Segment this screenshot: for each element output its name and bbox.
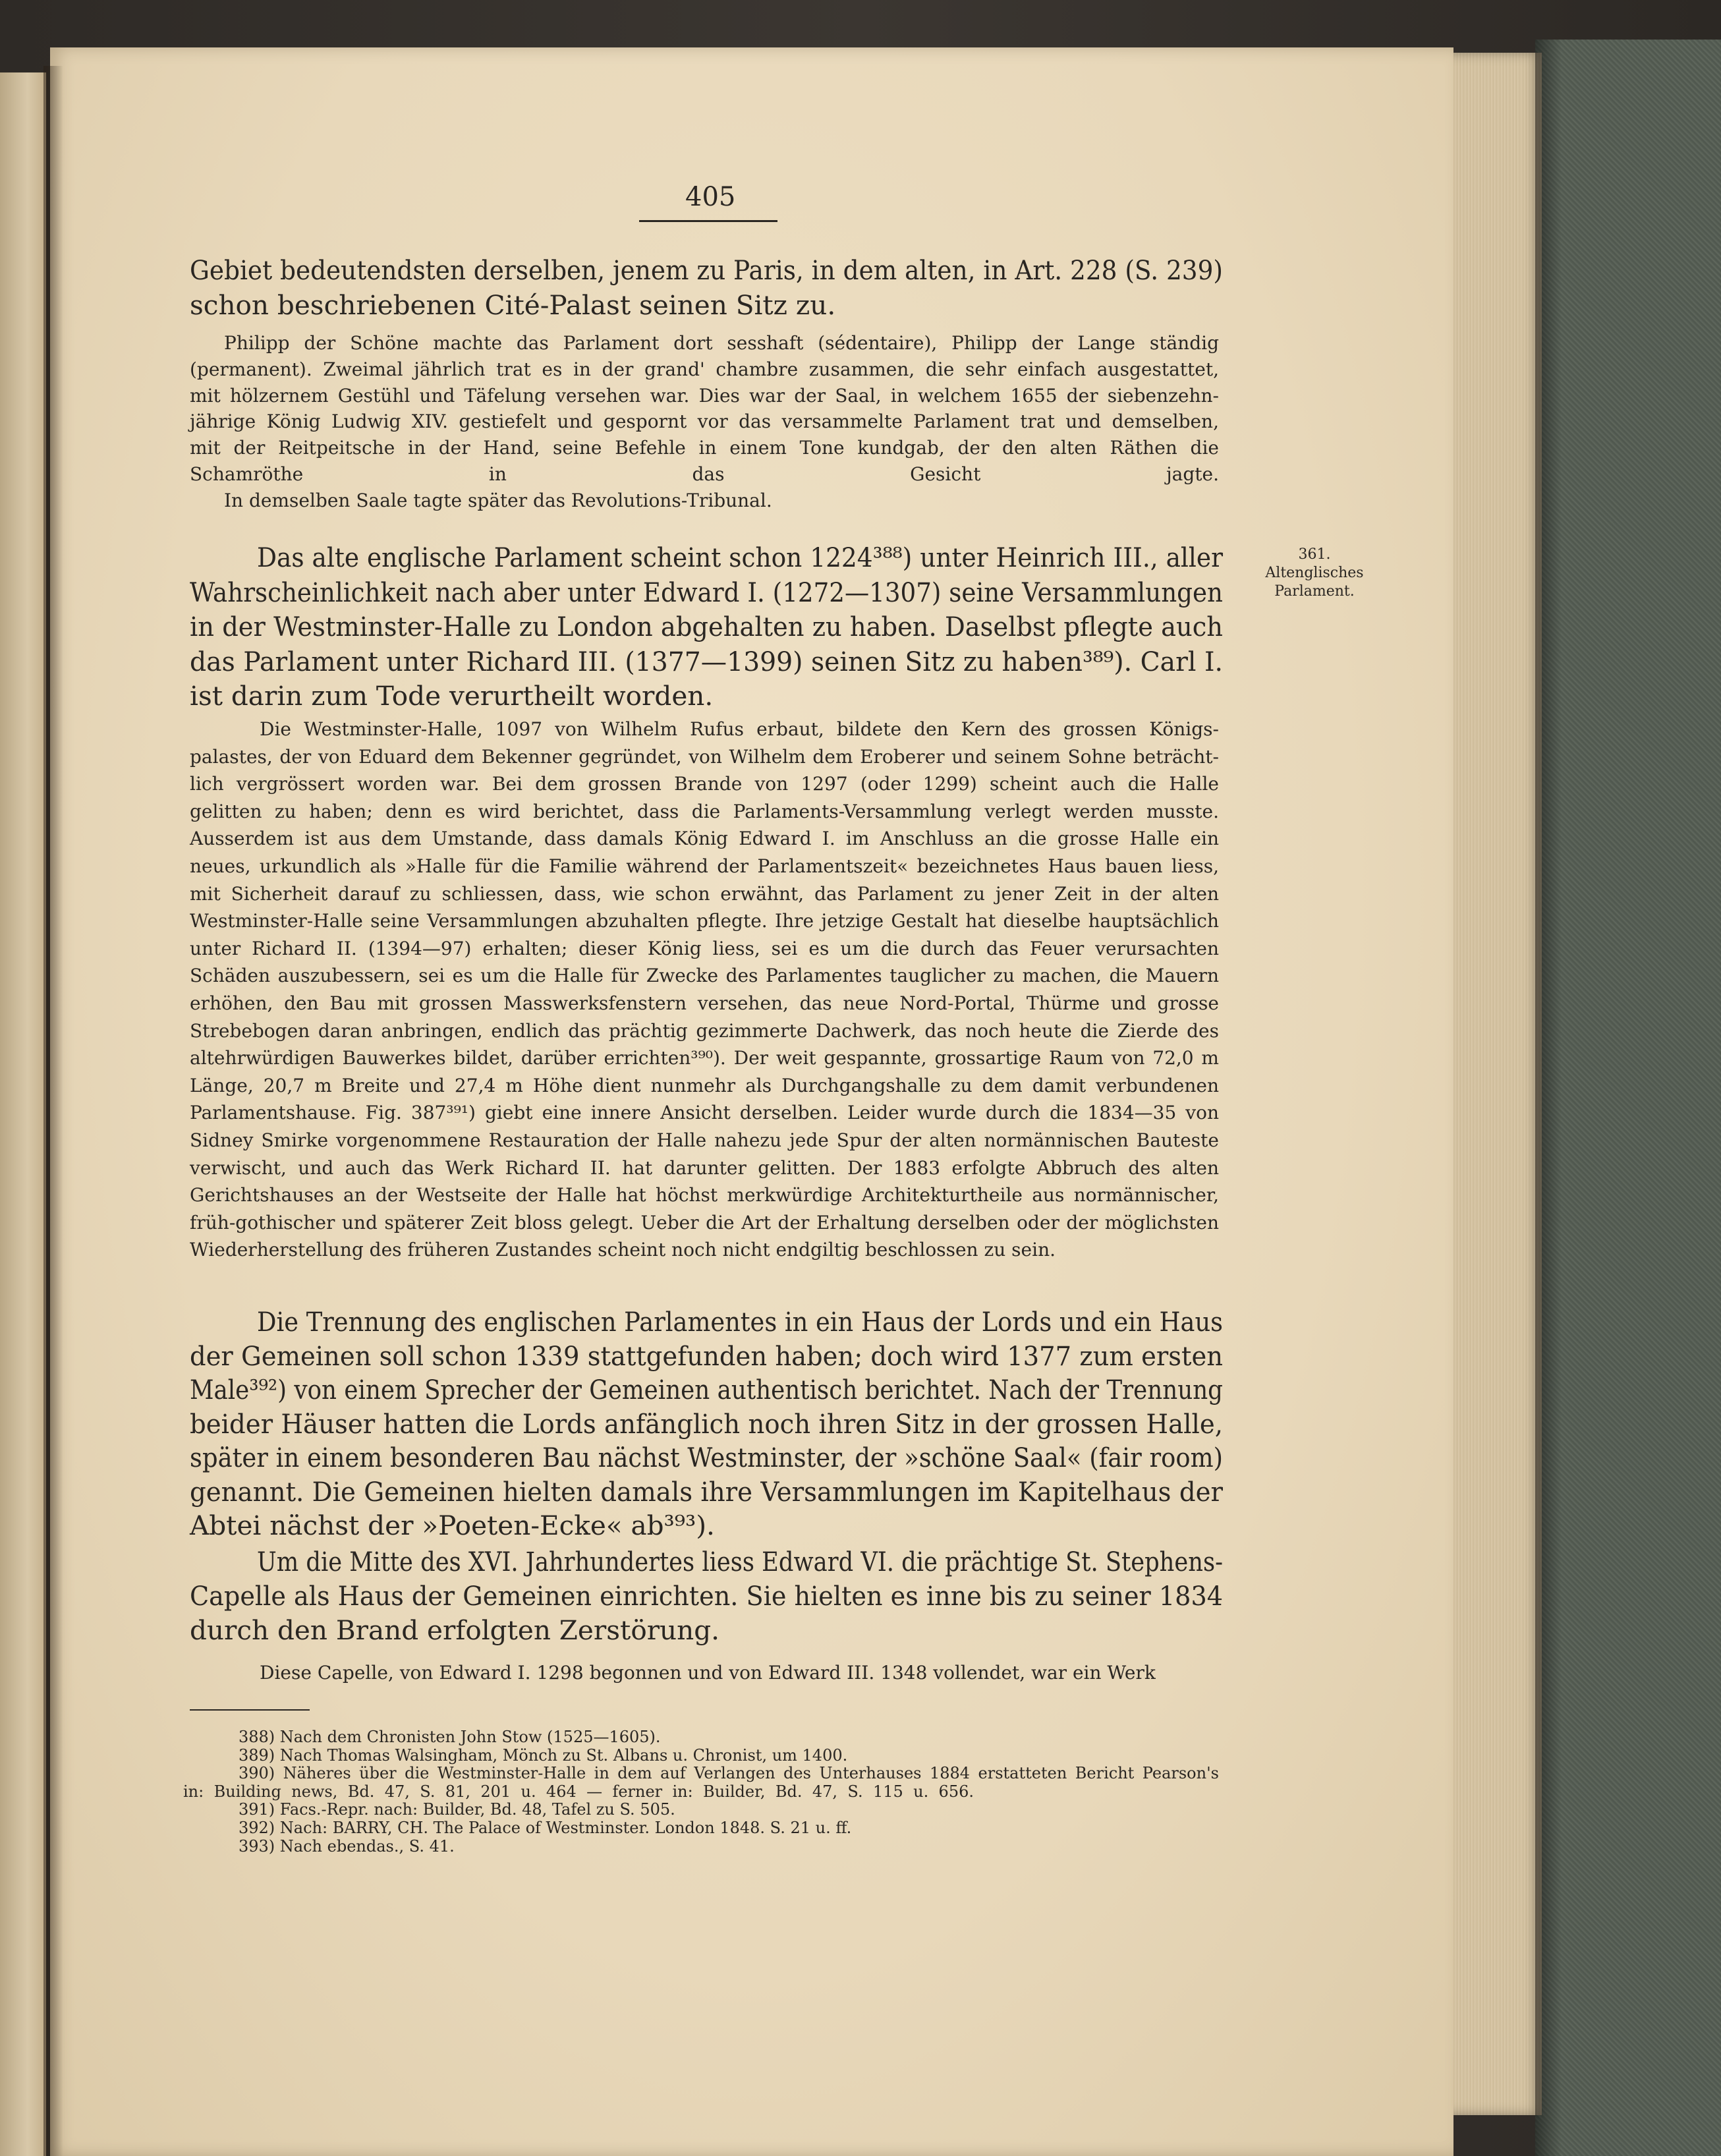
footnote: 388) Nach dem Chronisten John Stow (1525—1605). xyxy=(239,1728,661,1746)
small-text-line: Schäden auszubessern, sei es um die Halle für Zwecke des Parlamentes tauglicher zu machen, die Mauern xyxy=(190,965,1219,987)
footnote: 391) Facs.-Repr. nach: Builder, Bd. 48, Tafel zu S. 505. xyxy=(239,1800,675,1819)
small-text-line: mit hölzernem Gestühl und Täfelung versehen war. Dies war der Saal, in welchem 1655 der siebenzehn- xyxy=(190,384,1219,407)
footnote: 393) Nach ebendas., S. 41. xyxy=(239,1836,455,1856)
footnote: in: Building news, Bd. 47, S. 81, 201 u. 464 — ferner in: Builder, Bd. 47, S. 115 u. 656. xyxy=(183,1782,974,1801)
book-cover xyxy=(1535,40,1721,2156)
footnote: 389) Nach Thomas Walsingham, Mönch zu St. Albans u. Chronist, um 1400. xyxy=(239,1745,848,1765)
body-text-line: durch den Brand erfolgten Zerstörung. xyxy=(190,1614,720,1646)
small-text-line: Gerichtshauses an der Westseite der Halle hat höchst merkwürdige Architekturtheile aus normännischer, xyxy=(190,1184,1219,1206)
small-text-line: gelitten zu haben; denn es wird berichtet, dass die Parlaments-Versammlung verlegt werden musste. xyxy=(190,800,1219,822)
body-text-line: später in einem besonderen Bau nächst Westminster, der »schöne Saal« (fair room) xyxy=(190,1442,1223,1473)
margin-note-number: 361. xyxy=(1298,546,1331,563)
small-text-line: Philipp der Schöne machte das Parlament dort sesshaft (sédentaire), Philipp der Lange ständig xyxy=(224,332,1219,354)
body-text-line: Um die Mitte des XVI. Jahrhundertes liess Edward VI. die prächtige St. Stephens- xyxy=(257,1546,1223,1577)
small-text-line: Parlamentshause. Fig. 387³⁹¹) giebt eine innere Ansicht derselben. Leider wurde durch die 1834—35 von xyxy=(190,1102,1219,1124)
small-text-line: Diese Capelle, von Edward I. 1298 begonnen und von Edward III. 1348 vollendet, war ein Werk xyxy=(260,1662,1156,1684)
margin-note-title: Altenglisches xyxy=(1265,565,1364,581)
small-text-line: Strebebogen daran anbringen, endlich das prächtig gezimmerte Dachwerk, das noch heute die Zierde des xyxy=(190,1019,1219,1042)
small-text-line: Ausserdem ist aus dem Umstande, dass damals König Edward I. im Anschluss an die grosse Halle ein xyxy=(190,828,1219,850)
small-text-line: (permanent). Zweimal jährlich trat es in der grand' chambre zusammen, die sehr einfach ausgestattet, xyxy=(190,358,1219,380)
small-text-line: Die Westminster-Halle, 1097 von Wilhelm Rufus erbaut, bildete den Kern des grossen Königs- xyxy=(260,718,1219,740)
footnote: 392) Nach: BARRY, CH. The Palace of Westminster. London 1848. S. 21 u. ff. xyxy=(239,1819,852,1837)
body-text-line: Das alte englische Parlament scheint schon 1224³⁸⁸) unter Heinrich III., aller xyxy=(257,542,1223,573)
margin-note-title: Parlament. xyxy=(1274,583,1355,600)
body-text-line: schon beschriebenen Cité-Palast seinen Sitz zu. xyxy=(190,289,836,321)
small-text-line: neues, urkundlich als »Halle für die Familie während der Parlamentszeit« bezeichnetes Haus bauen liess, xyxy=(190,855,1219,877)
small-text-line: altehrwürdigen Bauwerkes bildet, darüber errichten³⁹⁰). Der weit gespannte, grossartige Raum von 72,0 m xyxy=(190,1047,1219,1069)
body-text-line: Gebiet bedeutendsten derselben, jenem zu Paris, in dem alten, in Art. 228 (S. 239) xyxy=(190,254,1223,286)
gutter-shadow xyxy=(43,66,63,2156)
small-text-line: jährige König Ludwig XIV. gestiefelt und gespornt vor das versammelte Parlament trat und demselben, xyxy=(190,411,1219,433)
body-text-line: genannt. Die Gemeinen hielten damals ihre Versammlungen im Kapitelhaus der xyxy=(190,1475,1223,1508)
page-number: 405 xyxy=(685,182,736,212)
left-page-edge xyxy=(0,72,46,2156)
margin-note xyxy=(1252,546,1377,601)
small-text-line: palastes, der von Eduard dem Bekenner gegründet, von Wilhelm dem Eroberer und seinem Sohne beträcht- xyxy=(190,745,1219,768)
body-text-line: Die Trennung des englischen Parlamentes in ein Haus der Lords und ein Haus xyxy=(257,1306,1223,1338)
small-text-line: früh-gothischer und späterer Zeit bloss gelegt. Ueber die Art der Erhaltung derselben oder der möglichsten xyxy=(190,1211,1219,1234)
footnote-rule xyxy=(190,1709,310,1711)
small-text-line: erhöhen, den Bau mit grossen Masswerksfenstern versehen, das neue Nord-Portal, Thürme und grosse xyxy=(190,992,1219,1014)
body-text-line: der Gemeinen soll schon 1339 stattgefunden haben; doch wird 1377 zum ersten xyxy=(190,1340,1223,1372)
body-text-line: in der Westminster-Halle zu London abgehalten zu haben. Daselbst pflegte auch xyxy=(190,611,1223,642)
small-text-line: Sidney Smirke vorgenommene Restauration der Halle nahezu jede Spur der alten normännischen Bauteste xyxy=(190,1129,1219,1151)
body-text-line: beider Häuser hatten die Lords anfänglich noch ihren Sitz in der grossen Halle, xyxy=(190,1407,1223,1440)
cover-shadow xyxy=(1535,40,1562,2156)
small-text-line: Westminster-Halle seine Versammlungen abzuhalten pflegte. Ihre jetzige Gestalt hat dieselbe hauptsächlich xyxy=(190,910,1219,932)
small-text-line: mit Sicherheit darauf zu schliessen, dass, wie schon erwähnt, das Parlament zu jener Zeit in der alten xyxy=(190,882,1219,905)
small-text-line: mit der Reitpeitsche in der Hand, seine Befehle in einem Tone kundgab, der den alten Räthen die xyxy=(190,437,1219,459)
small-text-line: lich vergrössert worden war. Bei dem grossen Brande von 1297 (oder 1299) scheint auch die Halle xyxy=(190,773,1219,795)
body-text-line: Male³⁹²) von einem Sprecher der Gemeinen authentisch berichtet. Nach der Trennung xyxy=(190,1374,1223,1405)
small-text-line: unter Richard II. (1394—97) erhalten; dieser König liess, sei es um die durch das Feuer verursachten xyxy=(190,937,1219,959)
small-text-line: Länge, 20,7 m Breite und 27,4 m Höhe dient nunmehr als Durchgangshalle zu dem damit verbundenen xyxy=(190,1074,1219,1096)
footnote: 390) Näheres über die Westminster-Halle in dem auf Verlangen des Unterhauses 1884 erstatteten Bericht Pearson's xyxy=(239,1764,1219,1783)
small-text-line: Schamröthe in das Gesicht jagte. xyxy=(190,463,1219,485)
body-text-line: Abtei nächst der »Poeten-Ecke« ab³⁹³). xyxy=(190,1510,715,1541)
small-text-line: Wiederherstellung des früheren Zustandes scheint noch nicht endgiltig beschlossen zu sein. xyxy=(190,1239,1056,1261)
body-text-line: ist darin zum Tode verurtheilt worden. xyxy=(190,680,714,712)
small-text-line: verwischt, und auch das Werk Richard II. hat darunter gelitten. Der 1883 erfolgte Abbruch des alten xyxy=(190,1156,1219,1179)
body-text-line: das Parlament unter Richard III. (1377—1399) seinen Sitz zu haben³⁸⁹). Carl I. xyxy=(190,645,1223,677)
small-text-line: In demselben Saale tagte später das Revolutions-Tribunal. xyxy=(224,489,772,511)
body-text-line: Capelle als Haus der Gemeinen einrichten. Sie hielten es inne bis zu seiner 1834 xyxy=(190,1580,1223,1612)
page-number-rule xyxy=(639,220,777,222)
body-text-line: Wahrscheinlichkeit nach aber unter Edward I. (1272—1307) seine Versammlungen xyxy=(190,576,1223,608)
